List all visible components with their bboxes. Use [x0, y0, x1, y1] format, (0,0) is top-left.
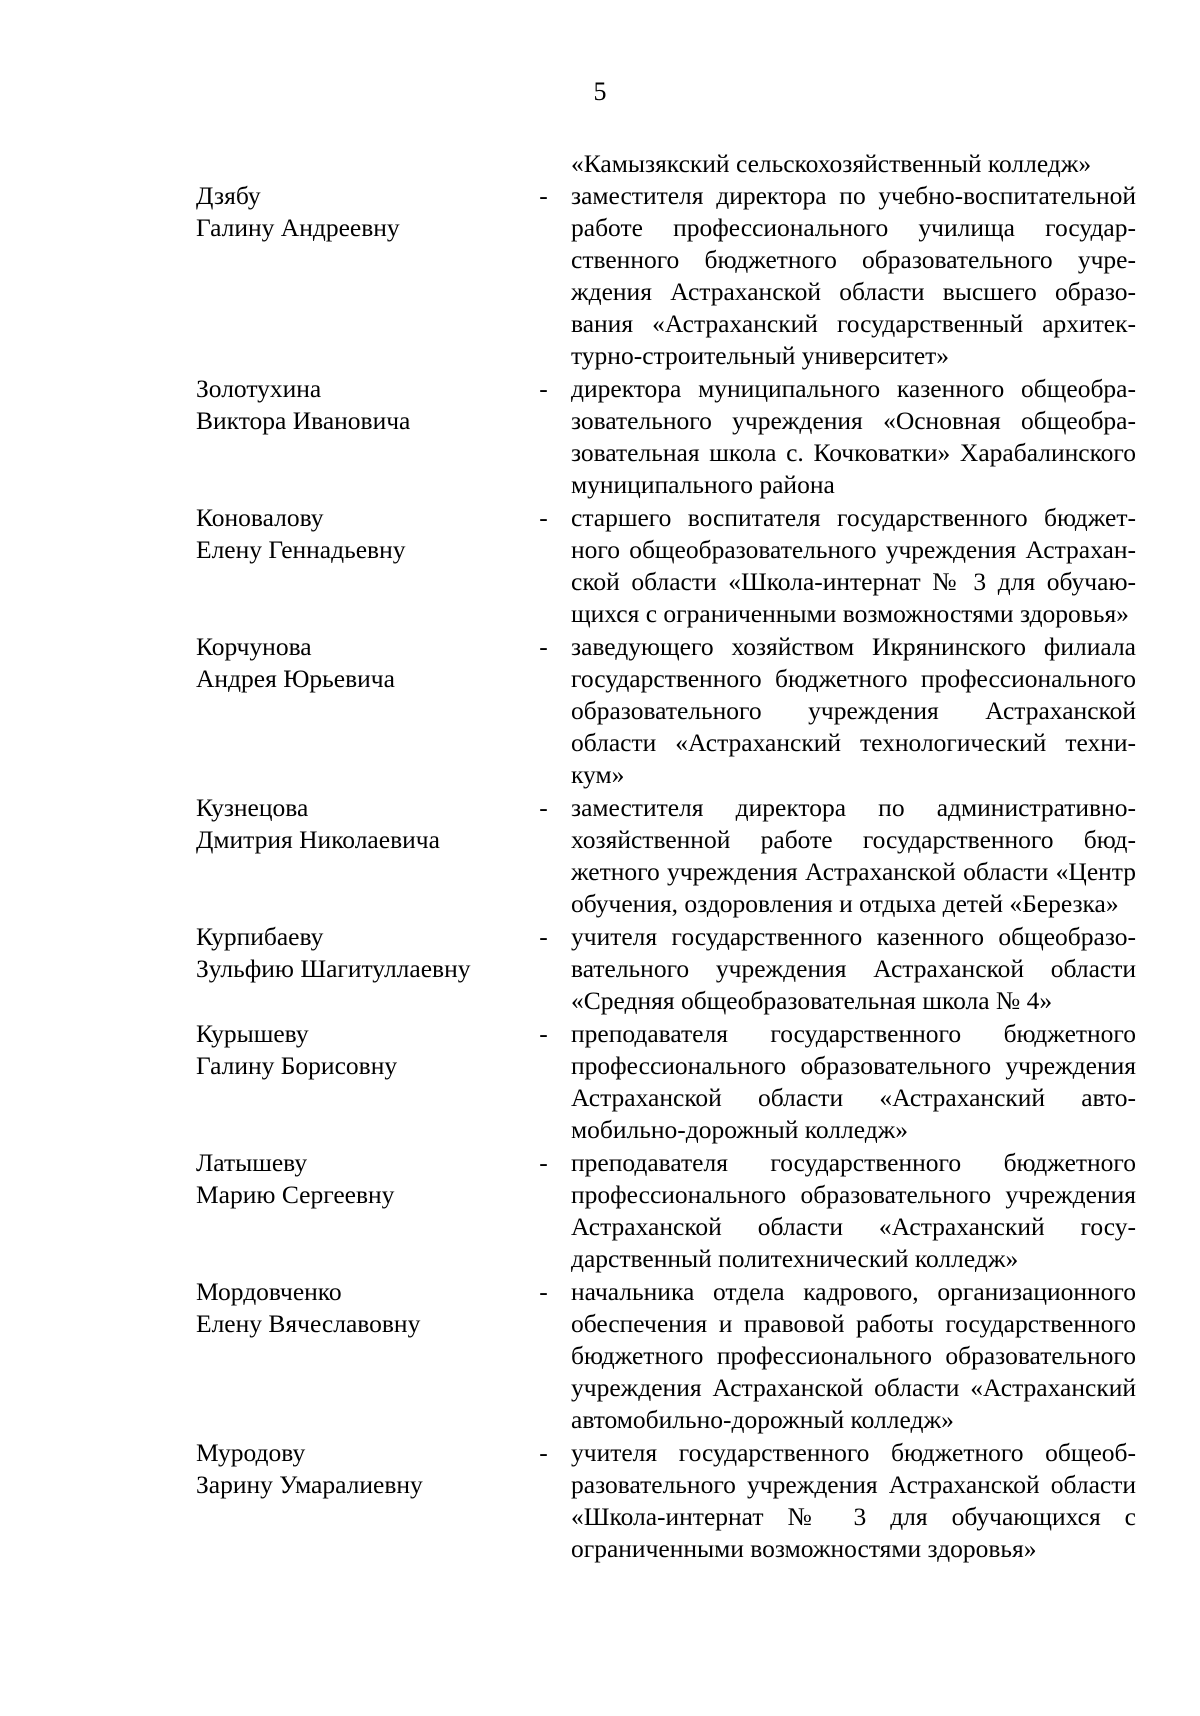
position-description: заместителя директора по административно-хозяйственной работе государственного бюджетного учреждения Астраханской области «Центр обучения, оздоровления и отдыха детей «Березка»	[571, 793, 1136, 918]
person-given-name: Марию Сергеевну	[196, 1180, 395, 1209]
person-surname: Курышеву	[196, 1019, 309, 1048]
list-item	[196, 792, 1136, 920]
person-surname: Золотухина	[196, 374, 322, 403]
person-surname: Латышеву	[196, 1148, 308, 1177]
list-item	[196, 631, 1136, 791]
person-name	[196, 792, 516, 920]
position-description: преподавателя государственного бюджетного профессионального образовательного учреждения Астраханской области «Астраханский государственный политехнический колледж»	[571, 1148, 1136, 1273]
person-given-name: Дмитрия Николаевича	[196, 825, 440, 854]
person-surname: Коновалову	[196, 503, 324, 532]
person-surname: Дзябу	[196, 181, 261, 210]
position-description: преподавателя государственного бюджетного профессионального образовательного учреждения Астраханской области «Астраханский автомобильно-дорожный колледж»	[571, 1019, 1136, 1144]
person-name	[196, 373, 516, 501]
person-surname: Мордовченко	[196, 1277, 342, 1306]
dash-separator: -	[539, 1019, 548, 1048]
position-description: учителя государственного бюджетного общеобразовательного учреждения Астраханской области «Школа-интернат № 3 для обучающихся с ограниченными возможностями здоровья»	[571, 1438, 1136, 1563]
person-surname: Муродову	[196, 1438, 306, 1467]
person-name	[196, 631, 516, 791]
position-description: старшего воспитателя государственного бюджетного общеобразовательного учреждения Астраханской области «Школа-интернат № 3 для обучающихся с ограниченными возможностями здоровья»	[571, 503, 1136, 628]
person-name	[196, 921, 516, 1017]
dash-separator: -	[539, 632, 548, 661]
person-given-name: Андрея Юрьевича	[196, 664, 395, 693]
dash-separator: -	[539, 922, 548, 951]
person-name	[196, 1147, 516, 1275]
person-given-name: Елену Вячеславовну	[196, 1309, 421, 1338]
dash-separator: -	[539, 1148, 548, 1177]
position-description: директора муниципального казенного общеобразовательного учреждения «Основная общеобразовательная школа с. Кочковатки» Харабалинского муниципального района	[571, 374, 1136, 499]
list-item	[196, 1147, 1136, 1275]
position-description: заместителя директора по учебно-воспитательной работе профессионального училища государственного бюджетного образовательного учреждения Астраханской области высшего образования «Астраханский государственный архитектурно-строительный университет»	[571, 181, 1136, 370]
person-given-name: Елену Геннадьевну	[196, 535, 406, 564]
person-name	[196, 1437, 516, 1565]
person-name	[196, 1018, 516, 1146]
list-item	[196, 502, 1136, 630]
dash-separator: -	[539, 181, 548, 210]
continuation-text: «Камызякский сельскохозяйственный колледж»	[571, 149, 1092, 178]
list-item	[196, 1276, 1136, 1436]
dash-separator: -	[539, 374, 548, 403]
page-number: 5	[593, 77, 607, 106]
position-description: начальника отдела кадрового, организационного обеспечения и правовой работы государственного бюджетного профессионального образовательного учреждения Астраханской области «Астраханский автомобильно-дорожный колледж»	[571, 1277, 1136, 1434]
person-surname: Кузнецова	[196, 793, 309, 822]
dash-separator: -	[539, 503, 548, 532]
list-item	[196, 180, 1136, 372]
person-given-name: Зарину Умаралиевну	[196, 1470, 423, 1499]
person-given-name: Зульфию Шагитуллаевну	[196, 954, 471, 983]
person-given-name: Галину Андреевну	[196, 213, 400, 242]
list-item	[196, 1437, 1136, 1565]
person-surname: Курпибаеву	[196, 922, 324, 951]
list-item	[196, 1018, 1136, 1146]
position-description: учителя государственного казенного общеобразовательного учреждения Астраханской области «Средняя общеобразовательная школа № 4»	[571, 922, 1136, 1015]
dash-separator: -	[539, 1438, 548, 1467]
person-name	[196, 180, 516, 372]
person-surname: Корчунова	[196, 632, 312, 661]
person-given-name: Галину Борисовну	[196, 1051, 398, 1080]
person-name	[196, 502, 516, 630]
person-given-name: Виктора Ивановича	[196, 406, 411, 435]
dash-separator: -	[539, 793, 548, 822]
award-list	[196, 180, 1136, 1566]
position-description: заведующего хозяйством Икрянинского филиала государственного бюджетного профессионального образовательного учреждения Астраханской области «Астраханский технологический техникум»	[571, 632, 1136, 789]
dash-separator: -	[539, 1277, 548, 1306]
list-item	[196, 373, 1136, 501]
list-item	[196, 921, 1136, 1017]
person-name	[196, 1276, 516, 1436]
